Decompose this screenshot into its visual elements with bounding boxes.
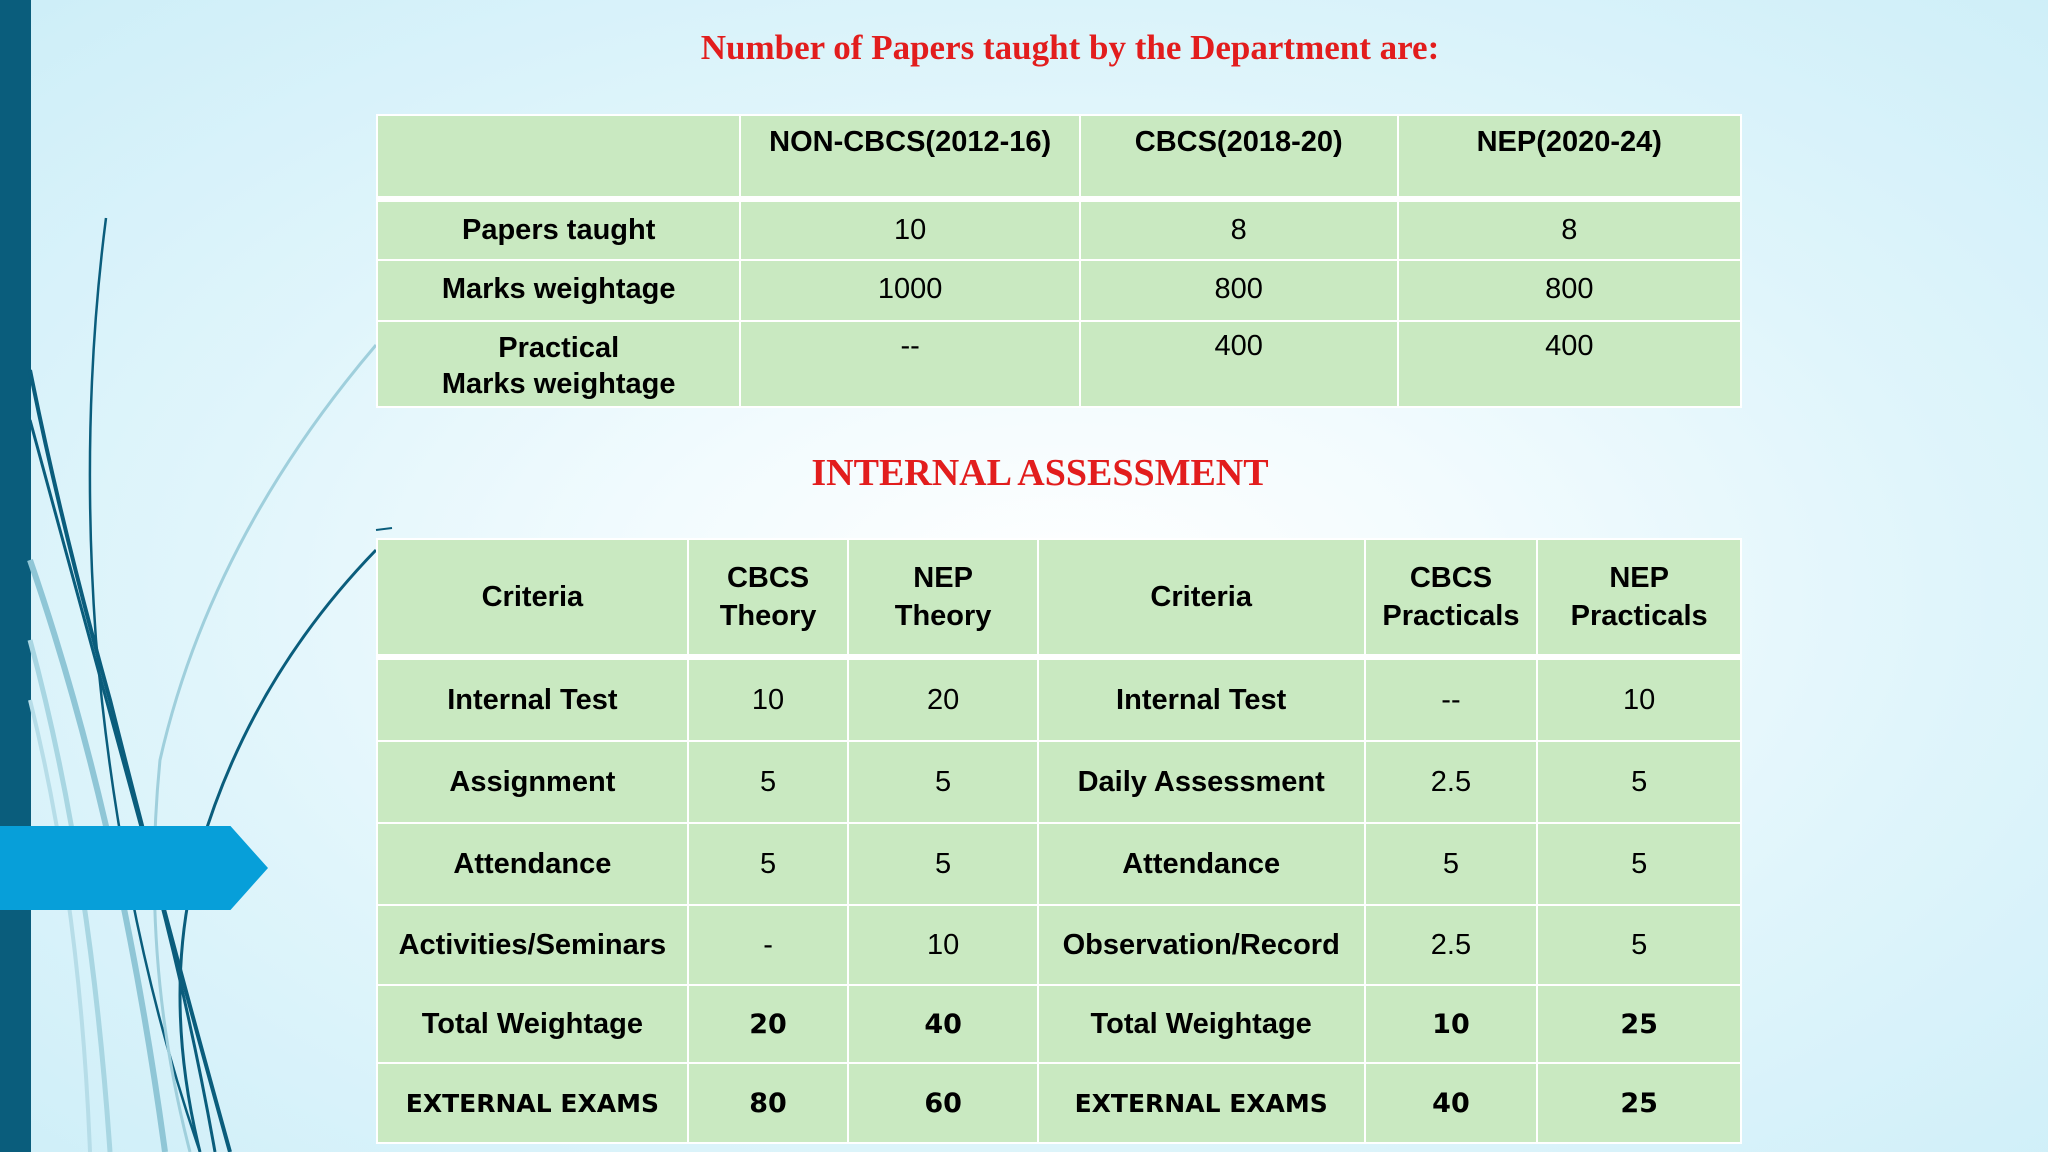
papers-header-cbcs: CBCS(2018-20) xyxy=(1080,115,1398,199)
cell: 60 xyxy=(848,1063,1037,1143)
criteria-cell: Daily Assessment xyxy=(1038,741,1365,823)
row-label-line1: Papers taught xyxy=(462,214,656,246)
cell: 20 xyxy=(688,985,849,1063)
criteria-cell: Attendance xyxy=(1038,823,1365,905)
papers-table xyxy=(376,114,1742,408)
header-line1: CBCS xyxy=(1409,562,1493,594)
cell: 2.5 xyxy=(1365,741,1538,823)
cell: 25 xyxy=(1537,1063,1741,1143)
cell: -- xyxy=(1365,657,1538,741)
header-line1: Criteria xyxy=(481,581,584,613)
criteria-cell: Internal Test xyxy=(377,657,688,741)
criteria-cell: Attendance xyxy=(377,823,688,905)
criteria-cell: Total Weightage xyxy=(1038,985,1365,1063)
table-row xyxy=(377,823,1741,905)
assessment-table xyxy=(376,538,1742,1144)
cell: 1000 xyxy=(740,260,1080,321)
cell: 5 xyxy=(688,823,849,905)
criteria-cell: EXTERNAL EXAMS xyxy=(377,1063,688,1143)
arrow-shape xyxy=(0,826,268,910)
header-criteria-theory xyxy=(377,539,688,657)
cell: 10 xyxy=(1365,985,1538,1063)
criteria-cell: Total Weightage xyxy=(377,985,688,1063)
table-row xyxy=(377,741,1741,823)
cell: 25 xyxy=(1537,985,1741,1063)
cell: 5 xyxy=(688,741,849,823)
row-label-line1: Practical xyxy=(498,332,620,364)
criteria-cell: Observation/Record xyxy=(1038,905,1365,985)
cell: 400 xyxy=(1398,321,1741,407)
header-line2: Theory xyxy=(894,600,992,632)
cell: 5 xyxy=(1537,741,1741,823)
cell: 5 xyxy=(848,823,1037,905)
row-label xyxy=(377,321,740,407)
cell: 400 xyxy=(1080,321,1398,407)
row-label-line2: Marks weightage xyxy=(441,368,676,400)
table-row xyxy=(377,199,1741,260)
header-cbcs-practicals xyxy=(1365,539,1538,657)
header-line2: Practicals xyxy=(1570,600,1708,632)
cell: 8 xyxy=(1398,199,1741,260)
papers-header-nep: NEP(2020-24) xyxy=(1398,115,1741,199)
criteria-cell: EXTERNAL EXAMS xyxy=(1038,1063,1365,1143)
cell: 2.5 xyxy=(1365,905,1538,985)
decorative-curves xyxy=(0,0,420,1152)
header-line2: Practicals xyxy=(1382,600,1520,632)
header-line1: CBCS xyxy=(726,562,810,594)
row-label-line1: Marks weightage xyxy=(441,273,676,305)
header-nep-theory xyxy=(848,539,1037,657)
cell: 800 xyxy=(1080,260,1398,321)
header-line2: Theory xyxy=(719,600,817,632)
cell: 10 xyxy=(848,905,1037,985)
cell: 20 xyxy=(848,657,1037,741)
cell: 40 xyxy=(848,985,1037,1063)
cell: 5 xyxy=(848,741,1037,823)
cell: - xyxy=(688,905,849,985)
header-line1: NEP xyxy=(913,562,973,594)
cell: 8 xyxy=(1080,199,1398,260)
table-row xyxy=(377,260,1741,321)
papers-title: Number of Papers taught by the Department are: xyxy=(700,28,1440,67)
criteria-cell: Activities/Seminars xyxy=(377,905,688,985)
cell: 80 xyxy=(688,1063,849,1143)
header-criteria-practicals xyxy=(1038,539,1365,657)
criteria-cell: Assignment xyxy=(377,741,688,823)
table-row xyxy=(377,1063,1741,1143)
papers-header-noncbcs: NON-CBCS(2012-16) xyxy=(740,115,1080,199)
cell: 5 xyxy=(1537,823,1741,905)
row-label xyxy=(377,199,740,260)
table-row xyxy=(377,321,1741,407)
cell: 800 xyxy=(1398,260,1741,321)
cell: 5 xyxy=(1537,905,1741,985)
row-label xyxy=(377,260,740,321)
cell: 10 xyxy=(688,657,849,741)
header-nep-practicals xyxy=(1537,539,1741,657)
cell: 5 xyxy=(1365,823,1538,905)
cell: 10 xyxy=(740,199,1080,260)
internal-assessment-title: INTERNAL ASSESSMENT xyxy=(811,452,1269,494)
cell: 10 xyxy=(1537,657,1741,741)
table-row xyxy=(377,985,1741,1063)
header-line1: Criteria xyxy=(1150,581,1252,613)
table-row xyxy=(377,657,1741,741)
papers-header-row xyxy=(377,115,1741,199)
cell: -- xyxy=(740,321,1080,407)
table-row xyxy=(377,905,1741,985)
criteria-cell: Internal Test xyxy=(1038,657,1365,741)
papers-header-empty xyxy=(377,115,740,199)
header-cbcs-theory xyxy=(688,539,849,657)
assessment-header-row xyxy=(377,539,1741,657)
cell: 40 xyxy=(1365,1063,1538,1143)
header-line1: NEP xyxy=(1609,562,1669,594)
